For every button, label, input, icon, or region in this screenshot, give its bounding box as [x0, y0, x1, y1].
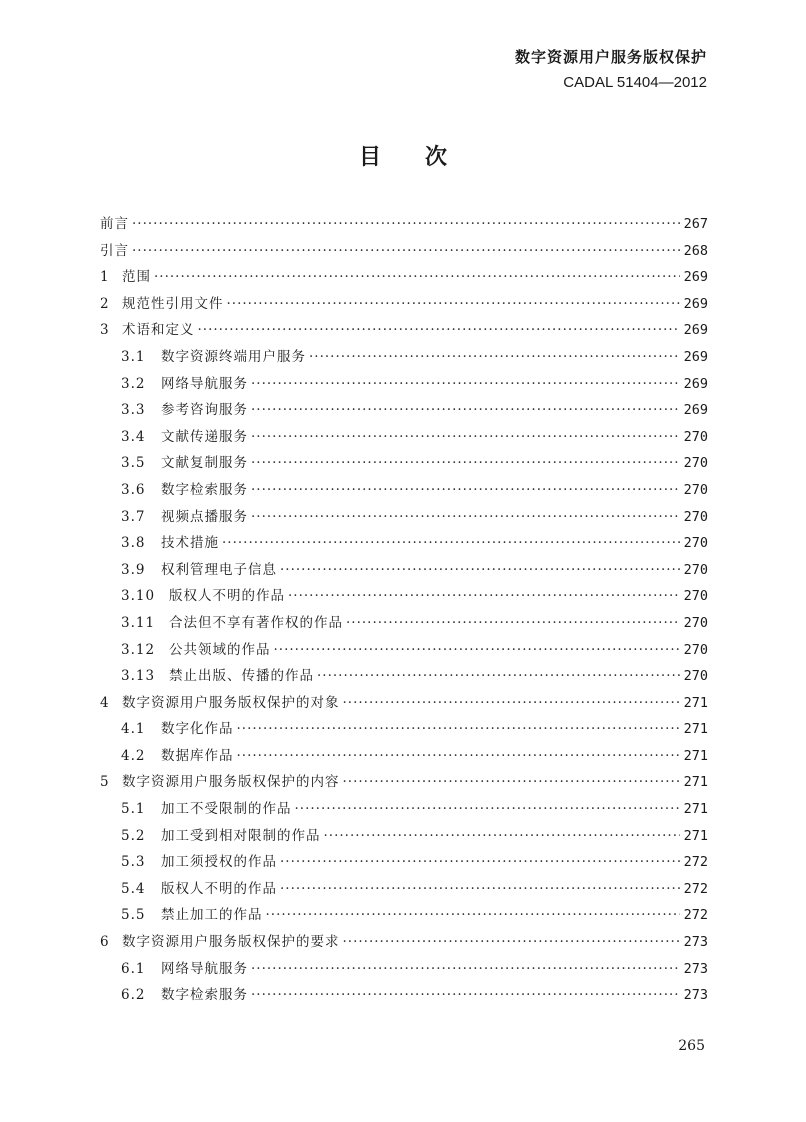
toc-entry-number: 2	[100, 295, 109, 312]
toc-entry-number: 4.1	[121, 721, 146, 738]
toc-entry[interactable]	[100, 238, 708, 265]
toc-entry[interactable]	[100, 264, 708, 291]
dot-leader	[295, 796, 680, 823]
dot-leader	[288, 583, 680, 610]
toc-entry-number: 4	[100, 694, 109, 711]
toc-heading-char-2: 次	[425, 145, 448, 170]
toc-entry-number: 5.1	[121, 801, 146, 818]
toc-entry[interactable]	[100, 849, 708, 876]
dot-leader	[280, 876, 680, 903]
dot-leader	[154, 264, 680, 291]
toc-entry-label: 规范性引用文件	[122, 295, 224, 312]
toc-entry-label: 数字检索服务	[161, 481, 248, 498]
toc-entry-label: 数据库作品	[161, 747, 234, 764]
toc-entry-page: 269	[683, 348, 708, 365]
toc-entry-label: 版权人不明的作品	[161, 880, 277, 897]
dot-leader	[346, 610, 680, 637]
toc-entry-page: 269	[683, 295, 708, 312]
toc-entry-label: 加工不受限制的作品	[161, 801, 292, 818]
toc-entry-page: 270	[683, 668, 708, 685]
toc-entry[interactable]	[100, 424, 708, 451]
dot-leader	[227, 291, 680, 318]
toc-entry-label: 网络导航服务	[161, 375, 248, 392]
toc-entry-label: 数字资源用户服务版权保护的对象	[122, 694, 340, 711]
toc-entry-label: 合法但不享有著作权的作品	[169, 614, 343, 631]
dot-leader	[251, 956, 680, 983]
toc-entry-label: 数字资源用户服务版权保护的内容	[122, 774, 340, 791]
toc-entry-page: 270	[683, 508, 708, 525]
toc-entry-label: 公共领域的作品	[169, 641, 271, 658]
toc-entry-label: 参考咨询服务	[161, 402, 248, 419]
toc-entry[interactable]	[100, 450, 708, 477]
toc-entry[interactable]	[100, 956, 708, 983]
toc-entry-page: 270	[683, 481, 708, 498]
toc-entry-label: 术语和定义	[122, 322, 195, 339]
toc-entry-number: 3.6	[121, 481, 146, 498]
toc-entry-label: 文献复制服务	[161, 455, 248, 472]
toc-entry-number: 5.4	[121, 880, 146, 897]
toc-entry[interactable]	[100, 769, 708, 796]
dot-leader	[251, 397, 680, 424]
toc-entry-page: 273	[683, 987, 708, 1004]
toc-entry-label: 数字检索服务	[161, 987, 248, 1004]
toc-entry-label: 禁止出版、传播的作品	[169, 668, 314, 685]
toc-entry-label: 禁止加工的作品	[161, 907, 263, 924]
toc-entry-number: 5.3	[121, 854, 146, 871]
toc-entry-number: 3.4	[121, 428, 146, 445]
toc-entry-number: 3.1	[121, 348, 146, 365]
toc-entry-label: 网络导航服务	[161, 960, 248, 977]
toc-entry[interactable]	[100, 716, 708, 743]
dot-leader	[274, 637, 680, 664]
dot-leader	[309, 344, 680, 371]
toc-entry-number: 3.10	[121, 588, 156, 605]
standard-code: CADAL 51404—2012	[563, 74, 707, 91]
toc-entry-page: 272	[683, 854, 708, 871]
toc-entry-number: 3.2	[121, 375, 146, 392]
toc-entry[interactable]	[100, 504, 708, 531]
dot-leader	[266, 902, 680, 929]
toc-entry-page: 271	[683, 694, 708, 711]
dot-leader	[251, 371, 680, 398]
toc-entry-page: 270	[683, 588, 708, 605]
toc-entry[interactable]	[100, 530, 708, 557]
toc-entry-number: 3.9	[121, 561, 146, 578]
toc-entry-number: 3.11	[121, 614, 156, 631]
toc-entry-number: 3.5	[121, 455, 146, 472]
toc-entry-label: 数字资源用户服务版权保护的要求	[122, 934, 340, 951]
toc-entry[interactable]	[100, 583, 708, 610]
toc-entry[interactable]	[100, 929, 708, 956]
toc-entry-page: 269	[683, 402, 708, 419]
toc-entry-page: 270	[683, 641, 708, 658]
dot-leader	[237, 743, 680, 770]
toc-entry-number: 3.3	[121, 402, 146, 419]
toc-entry-label: 引言	[100, 242, 129, 259]
dot-leader	[222, 530, 680, 557]
dot-leader	[251, 477, 680, 504]
toc-entry-number: 3.13	[121, 668, 156, 685]
dot-leader	[343, 929, 680, 956]
toc-entry-number: 3	[100, 322, 109, 339]
toc-entry[interactable]	[100, 823, 708, 850]
toc-entry[interactable]	[100, 211, 708, 238]
toc-heading	[0, 140, 806, 171]
dot-leader	[251, 504, 680, 531]
dot-leader	[198, 317, 680, 344]
toc-entry-page: 270	[683, 455, 708, 472]
toc-entry[interactable]	[100, 291, 708, 318]
toc-entry-page: 272	[683, 907, 708, 924]
toc-entry-page: 271	[683, 721, 708, 738]
dot-leader	[280, 849, 680, 876]
toc-entry-page: 269	[683, 322, 708, 339]
toc-entry[interactable]	[100, 477, 708, 504]
dot-leader	[324, 823, 680, 850]
toc-entry-number: 5.2	[121, 827, 146, 844]
toc-entry-page: 273	[683, 960, 708, 977]
toc-entry-label: 数字资源终端用户服务	[161, 348, 306, 365]
toc-entry-label: 权利管理电子信息	[161, 561, 277, 578]
toc-entry-page: 271	[683, 774, 708, 791]
toc-entry-page: 272	[683, 880, 708, 897]
dot-leader	[343, 690, 680, 717]
standard-title: 数字资源用户服务版权保护	[514, 48, 707, 66]
toc-entry-page: 273	[683, 934, 708, 951]
toc-entry-number: 6.1	[121, 960, 146, 977]
toc-entry-page: 269	[683, 375, 708, 392]
toc-entry-number: 3.12	[121, 641, 156, 658]
dot-leader	[132, 238, 680, 265]
toc-entry-label: 版权人不明的作品	[169, 588, 285, 605]
toc-entry-page: 271	[683, 801, 708, 818]
toc-entry[interactable]	[100, 982, 708, 1009]
toc-entry-number: 6.2	[121, 987, 146, 1004]
dot-leader	[280, 557, 680, 584]
toc-entry-label: 视频点播服务	[161, 508, 248, 525]
dot-leader	[251, 424, 680, 451]
toc-entry-label: 技术措施	[161, 535, 219, 552]
toc-entry-label: 数字化作品	[161, 721, 234, 738]
table-of-contents	[100, 211, 708, 1009]
dot-leader	[343, 769, 680, 796]
toc-entry[interactable]	[100, 344, 708, 371]
dot-leader	[317, 663, 680, 690]
toc-entry[interactable]	[100, 902, 708, 929]
dot-leader	[132, 211, 680, 238]
toc-entry[interactable]	[100, 743, 708, 770]
toc-entry[interactable]	[100, 637, 708, 664]
toc-entry[interactable]	[100, 557, 708, 584]
toc-entry-label: 前言	[100, 216, 129, 232]
toc-entry[interactable]	[100, 610, 708, 637]
toc-entry-label: 加工受到相对限制的作品	[161, 827, 321, 844]
toc-entry-page: 268	[683, 242, 708, 259]
toc-entry[interactable]	[100, 397, 708, 424]
toc-entry-page: 270	[683, 428, 708, 445]
toc-entry-label: 加工须授权的作品	[161, 854, 277, 871]
toc-entry-page: 270	[683, 614, 708, 631]
toc-entry-label: 文献传递服务	[161, 428, 248, 445]
toc-entry-number: 1	[100, 269, 109, 286]
toc-entry-page: 270	[683, 561, 708, 578]
toc-entry-number: 3.8	[121, 535, 146, 552]
toc-entry[interactable]	[100, 796, 708, 823]
toc-entry-page: 267	[683, 216, 708, 232]
running-header	[515, 47, 707, 93]
dot-leader	[251, 450, 680, 477]
toc-entry-page: 271	[683, 747, 708, 764]
toc-entry-number: 5.5	[121, 907, 146, 924]
toc-entry[interactable]	[100, 371, 708, 398]
toc-entry-page: 271	[683, 827, 708, 844]
toc-entry-number: 4.2	[121, 747, 146, 764]
toc-entry-label: 范围	[122, 269, 151, 286]
toc-entry-number: 6	[100, 934, 109, 951]
page-number: 265	[678, 1038, 705, 1054]
toc-entry-number: 5	[100, 774, 109, 791]
toc-heading-char-1: 目	[358, 145, 381, 170]
dot-leader	[251, 982, 680, 1009]
toc-entry[interactable]	[100, 663, 708, 690]
toc-entry-number: 3.7	[121, 508, 146, 525]
toc-entry[interactable]	[100, 876, 708, 903]
toc-entry[interactable]	[100, 317, 708, 344]
dot-leader	[237, 716, 680, 743]
toc-entry[interactable]	[100, 690, 708, 717]
toc-entry-page: 269	[683, 269, 708, 286]
toc-entry-page: 270	[683, 535, 708, 552]
